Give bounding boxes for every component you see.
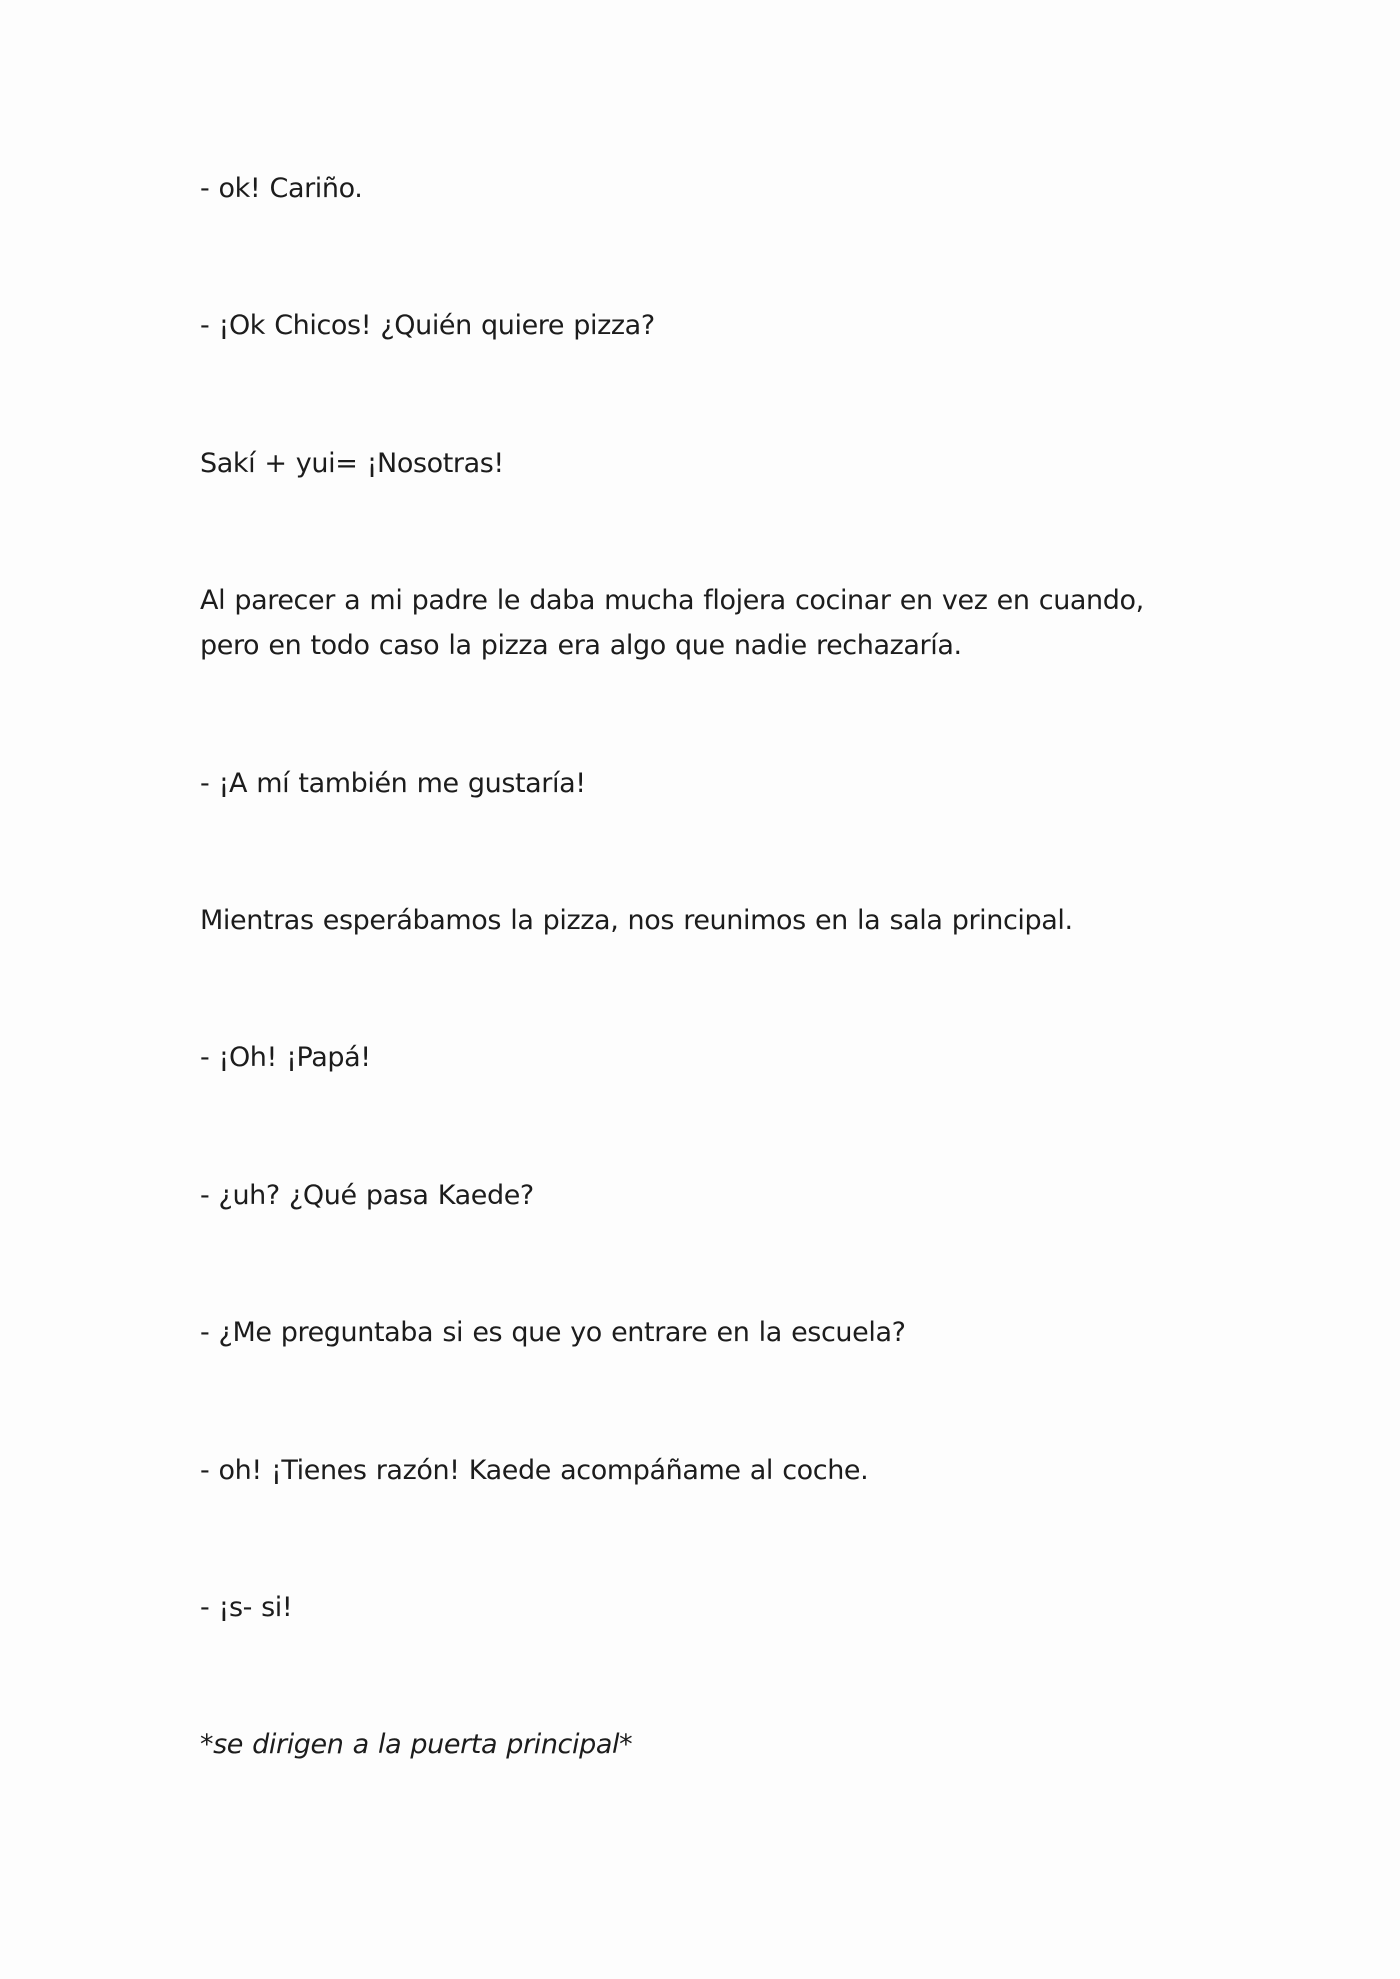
stage-direction: *se dirigen a la puerta principal* xyxy=(200,1729,633,1760)
dialogue-line: - ¡A mí también me gustaría! xyxy=(200,768,586,799)
dialogue-line: - oh! ¡Tienes razón! Kaede acompáñame al coche. xyxy=(200,1455,869,1486)
dialogue-line: Sakí + yui= ¡Nosotras! xyxy=(200,448,504,479)
dialogue-line: - ¡Oh! ¡Papá! xyxy=(200,1042,371,1073)
narration-paragraph: Mientras esperábamos la pizza, nos reunimos en la sala principal. xyxy=(200,905,1073,936)
narration-paragraph: Al parecer a mi padre le daba mucha flojera cocinar en vez en cuando, pero en todo caso la pizza era algo que nadie rechazaría. xyxy=(200,585,1144,661)
dialogue-line: - ¡Ok Chicos! ¿Quién quiere pizza? xyxy=(200,310,655,341)
dialogue-line: - ¿Me preguntaba si es que yo entrare en la escuela? xyxy=(200,1317,906,1348)
dialogue-line: - ok! Cariño. xyxy=(200,173,363,204)
dialogue-line: - ¡s- si! xyxy=(200,1592,293,1623)
dialogue-line: - ¿uh? ¿Qué pasa Kaede? xyxy=(200,1180,534,1211)
